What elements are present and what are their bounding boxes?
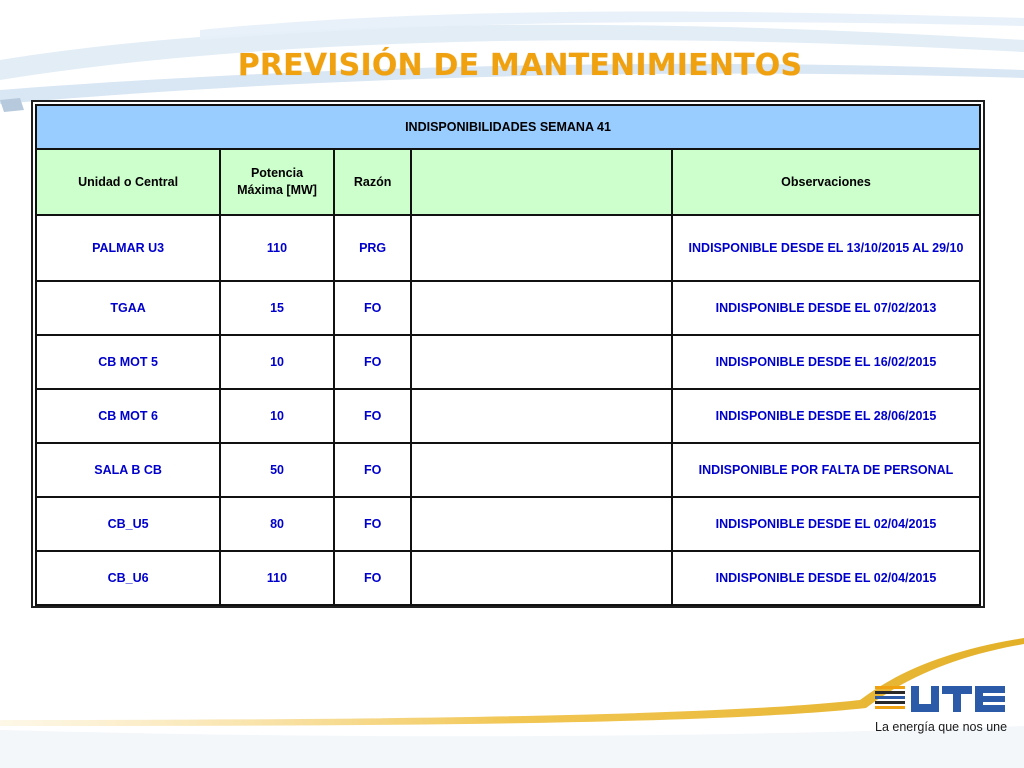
cell-blank <box>411 443 672 497</box>
cell-power: 110 <box>220 551 334 605</box>
cell-blank <box>411 551 672 605</box>
cell-blank <box>411 215 672 281</box>
cell-unit: CB_U5 <box>36 497 220 551</box>
cell-power: 15 <box>220 281 334 335</box>
column-header-power-line1: Potencia <box>250 166 304 180</box>
page-title: PREVISIÓN DE MANTENIMIENTOS <box>237 48 803 83</box>
cell-reason: FO <box>334 551 411 605</box>
table-row <box>36 281 980 335</box>
cell-power: 10 <box>220 389 334 443</box>
cell-reason: PRG <box>334 215 411 281</box>
table-row <box>36 215 980 281</box>
column-header-reason: Razón <box>334 149 411 215</box>
cell-observations: INDISPONIBLE DESDE EL 13/10/2015 AL 29/10 <box>672 215 980 281</box>
cell-observations: INDISPONIBLE DESDE EL 16/02/2015 <box>672 335 980 389</box>
table-row <box>36 497 980 551</box>
cell-reason: FO <box>334 335 411 389</box>
cell-blank <box>411 497 672 551</box>
cell-reason: FO <box>334 443 411 497</box>
cell-unit: CB MOT 5 <box>36 335 220 389</box>
maintenance-table-frame <box>31 100 985 608</box>
cell-observations: INDISPONIBLE DESDE EL 02/04/2015 <box>672 497 980 551</box>
cell-observations: INDISPONIBLE DESDE EL 28/06/2015 <box>672 389 980 443</box>
cell-power: 80 <box>220 497 334 551</box>
cell-blank <box>411 281 672 335</box>
cell-observations: INDISPONIBLE POR FALTA DE PERSONAL <box>672 443 980 497</box>
cell-power: 50 <box>220 443 334 497</box>
cell-blank <box>411 389 672 443</box>
ute-logo <box>873 682 1013 742</box>
cell-reason: FO <box>334 389 411 443</box>
maintenance-table <box>35 104 981 606</box>
table-row <box>36 335 980 389</box>
slogan: La energía que nos une <box>875 720 1008 734</box>
cell-reason: FO <box>334 497 411 551</box>
table-row <box>36 551 980 605</box>
ute-logo-mark <box>873 682 1008 716</box>
week-header-row <box>36 105 980 149</box>
background-swoosh-bottom <box>0 630 1024 768</box>
cell-unit: CB_U6 <box>36 551 220 605</box>
cell-unit: TGAA <box>36 281 220 335</box>
cell-power: 10 <box>220 335 334 389</box>
cell-observations: INDISPONIBLE DESDE EL 07/02/2013 <box>672 281 980 335</box>
column-header-unit: Unidad o Central <box>36 149 220 215</box>
table-row <box>36 389 980 443</box>
week-header: INDISPONIBILIDADES SEMANA 41 <box>36 105 980 149</box>
table-row <box>36 443 980 497</box>
column-header-observations: Observaciones <box>672 149 980 215</box>
cell-power: 110 <box>220 215 334 281</box>
column-header-power-line2: Máxima [MW] <box>237 183 317 197</box>
cell-blank <box>411 335 672 389</box>
cell-unit: CB MOT 6 <box>36 389 220 443</box>
cell-unit: PALMAR U3 <box>36 215 220 281</box>
column-header-power <box>220 149 334 215</box>
cell-observations: INDISPONIBLE DESDE EL 02/04/2015 <box>672 551 980 605</box>
column-header-blank <box>411 149 672 215</box>
cell-reason: FO <box>334 281 411 335</box>
cell-unit: SALA B CB <box>36 443 220 497</box>
column-header-row <box>36 149 980 215</box>
